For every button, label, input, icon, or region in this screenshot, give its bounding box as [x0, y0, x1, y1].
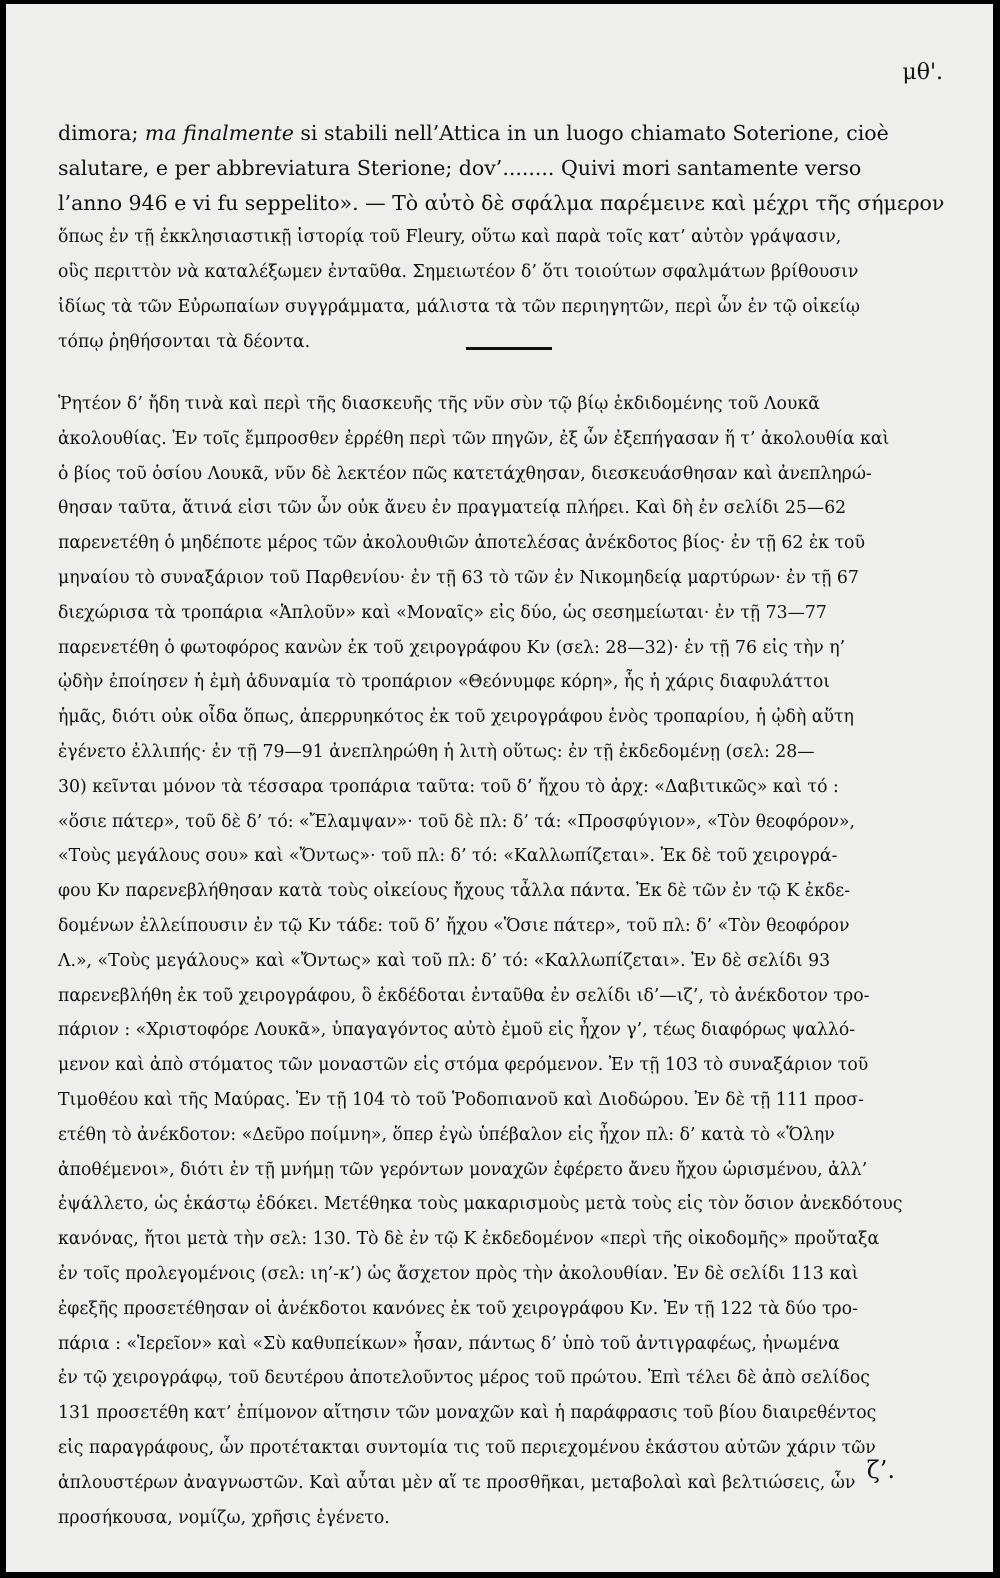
- text-line: ἰδίως τὰ τῶν Εὐρωπαίων συγγράμματα, μάλιστα τὰ τῶν περιηγητῶν, περὶ ὧν ἐν τῷ οἰκείῳ: [58, 296, 860, 317]
- text-span: dimora;: [58, 121, 145, 145]
- italic-text: ma finalmente: [144, 121, 294, 145]
- text-span: si stabili nell’Attica in un luogo chiamato Soterione, cioè: [293, 121, 889, 145]
- text-line: ὅπως ἐν τῇ ἐκκλησιαστικῇ ἱστορίᾳ τοῦ Fleury, οὕτω καὶ παρὰ τοῖς κατ’ αὐτὸν γράψασιν,: [58, 227, 842, 248]
- text-line: ἐφεξῆς προσετέθησαν οἱ ἀνέκδοτοι κανόνες ἐκ τοῦ χειρογράφου Κν. Ἐν τῇ 122 τὰ δύο τρο-: [58, 1298, 858, 1319]
- text-line: [58, 116, 958, 151]
- text-line: Ῥητέον δ’ ἤδη τινὰ καὶ περὶ τῆς διασκευῆς τῆς νῦν σὺν τῷ βίῳ ἐκδιδομένης τοῦ Λουκᾶ: [58, 394, 820, 414]
- paragraph-main: [58, 387, 958, 1535]
- text-line: 30) κεῖνται μόνον τὰ τέσσαρα τροπάρια ταῦτα: τοῦ δ’ ἤχου τὸ ἀρχ: «Δαβιτικῶς» καὶ τό :: [58, 776, 839, 797]
- text-line: εἰς παραγράφους, ὧν προτέτακται συντομία τις τοῦ περιεχομένου ἑκάστου αὐτῶν χάριν τῶν: [58, 1437, 876, 1458]
- section-divider: [466, 347, 552, 350]
- text-line: τόπῳ ῥηθήσονται τὰ δέοντα.: [58, 331, 311, 352]
- text-line: ἐν τοῖς προλεγομένοις (σελ: ιη’-κ’) ὡς ἄσχετον πρὸς τὴν ἀκολουθίαν. Ἐν δὲ σελίδι 113 καὶ: [58, 1263, 859, 1284]
- text-line: «ὅσιε πάτερ», τοῦ δὲ δ’ τό: «Ἔλαμψαν»· τοῦ δὲ πλ: δ’ τά: «Προσφύγιον», «Τὸν θεοφόρον»,: [58, 811, 855, 832]
- text-line: οὓς περιττὸν νὰ καταλέξωμεν ἐνταῦθα. Σημειωτέον δ’ ὅτι τοιούτων σφαλμάτων βρίθουσιν: [58, 262, 859, 283]
- paragraph-continuation: [58, 116, 958, 360]
- text-line: ετέθη τὸ ἀνέκδοτον: «Δεῦρο ποίμνη», ὅπερ ἐγὼ ὑπέβαλον εἰς ἦχον πλ: δ’ κατὰ τὸ «Ὅλην: [58, 1124, 835, 1145]
- text-line: παρενετέθη ὁ φωτοφόρος κανὼν ἐκ τοῦ χειρογράφου Κν (σελ: 28—32)· ἐν τῇ 76 εἰς τὴν η’: [58, 637, 846, 658]
- text-line: πάρια : «Ἱερεῖον» καὶ «Σὺ καθυπείκων» ἦσαν, πάντως δ’ ὑπὸ τοῦ ἀντιγραφέως, ἡνωμένα: [58, 1333, 840, 1354]
- text-line: Τιμοθέου καὶ τῆς Μαύρας. Ἐν τῇ 104 τὸ τοῦ Ῥοδοπιανοῦ καὶ Διοδώρου. Ἐν δὲ τῇ 111 προσ-: [58, 1089, 864, 1110]
- text-line: ἀκολουθίας. Ἐν τοῖς ἔμπροσθεν ἐρρέθη περὶ τῶν πηγῶν, ἐξ ὧν ἐξεπήγασαν ἥ τ’ ἀκολουθία καὶ: [58, 428, 890, 449]
- text-line: μενον καὶ ἀπὸ στόματος τῶν μοναστῶν εἰς στόμα φερόμενον. Ἐν τῇ 103 τὸ συναξάριον τοῦ: [58, 1055, 869, 1076]
- text-line: πάριον : «Χριστοφόρε Λουκᾶ», ὑπαγαγόντος αὐτὸ ἐμοῦ εἰς ἦχον γ’, τέως διαφόρως ψαλλό-: [58, 1020, 856, 1041]
- text-line: ἐν τῷ χειρογράφῳ, τοῦ δευτέρου ἀποτελοῦντος μέρος τοῦ πρώτου. Ἐπὶ τέλει δὲ ἀπὸ σελίδος: [58, 1368, 870, 1389]
- text-line: διεχώρισα τὰ τροπάρια «Ἁπλοῦν» καὶ «Μοναῖς» εἰς δύο, ὡς σεσημείωται· ἐν τῇ 73—77: [58, 602, 827, 623]
- text-line: l’anno 946 e vi fu seppelito». — Τὸ αὐτὸ δὲ σφάλμα παρέμεινε καὶ μέχρι τῆς σήμερον: [58, 190, 945, 215]
- text-line: ἡμᾶς, διότι οὐκ οἶδα ὅπως, ἀπερρυηκότος ἐκ τοῦ χειρογράφου ἑνὸς τροπαρίου, ἡ ᾠδὴ αὕτη: [58, 707, 854, 728]
- text-line: θησαν ταῦτα, ἅτινά εἰσι τῶν ὧν οὐκ ἄνευ ἐν πραγματείᾳ πλήρει. Καὶ δὴ ἐν σελίδι 25—62: [58, 498, 847, 519]
- text-line: salutare, e per abbreviatura Sterione; dov’........ Quivi mori santamente verso: [58, 155, 862, 180]
- text-line: «Τοὺς μεγάλους σου» καὶ «Ὄντως»· τοῦ πλ: δ’ τό: «Καλλωπίζεται». Ἐκ δὲ τοῦ χειρογρά-: [58, 846, 838, 867]
- text-line: παρενεβλήθη ἐκ τοῦ χειρογράφου, ὃ ἐκδέδοται ἐνταῦθα ἐν σελίδι ιδ’—ιζ’, τὸ ἀνέκδοτον τρο-: [58, 985, 870, 1006]
- text-line: 131 προσετέθη κατ’ ἐπίμονον αἴτησιν τῶν μοναχῶν καὶ ἡ παράφρασις τοῦ βίου διαιρεθέντος: [58, 1403, 877, 1424]
- text-line: ἐψάλλετο, ὡς ἑκάστῳ ἐδόκει. Μετέθηκα τοὺς μακαρισμοὺς μετὰ τοὺς εἰς τὸν ὅσιον ἀνεκδότους: [58, 1194, 903, 1215]
- page-number: μθ'.: [902, 60, 943, 85]
- text-line: Λ.», «Τοὺς μεγάλους» καὶ «Ὄντως» καὶ τοῦ πλ: δ’ τό: «Καλλωπίζεται». Ἐν δὲ σελίδι 93: [58, 950, 831, 971]
- signature-mark: ζ’.: [866, 1456, 895, 1484]
- text-line: δομένων ἐλλείπουσιν ἐν τῷ Κν τάδε: τοῦ δ’ ἤχου «Ὅσιε πάτερ», τοῦ πλ: δ’ «Τὸν θεοφόρον: [58, 915, 850, 936]
- text-line: παρενετέθη ὁ μηδέποτε μέρος τῶν ἀκολουθιῶν ἀποτελέσας ἀνέκδοτος βίος· ἐν τῇ 62 ἐκ τοῦ: [58, 533, 865, 554]
- text-line: μηναίου τὸ συναξάριον τοῦ Παρθενίου· ἐν τῇ 63 τὸ τῶν ἐν Νικομηδείᾳ μαρτύρων· ἐν τῇ 67: [58, 567, 859, 588]
- text-line: προσήκουσα, νομίζω, χρῆσις ἐγένετο.: [58, 1507, 390, 1528]
- text-line: φου Κν παρενεβλήθησαν κατὰ τοὺς οἰκείους ἤχους τἆλλα πάντα. Ἐκ δὲ τῶν ἐν τῷ Κ ἐκδε-: [58, 881, 851, 902]
- text-line: ἐγένετο ἐλλιπής· ἐν τῇ 79—91 ἀνεπληρώθη ἡ λιτὴ οὕτως: ἐν τῇ ἐκδεδομένῃ (σελ: 28—: [58, 741, 815, 762]
- text-line: ἀποθέμενοι», διότι ἐν τῇ μνήμῃ τῶν γερόντων μοναχῶν ἐφέρετο ἄνευ ἤχου ὡρισμένου, ἀλλ’: [58, 1159, 868, 1180]
- text-line: ὁ βίος τοῦ ὁσίου Λουκᾶ, νῦν δὲ λεκτέον πῶς κατετάχθησαν, διεσκευάσθησαν καὶ ἀνεπληρώ-: [58, 463, 872, 484]
- text-line: ἁπλουστέρων ἀναγνωστῶν. Καὶ αὗται μὲν αἵ τε προσθῆκαι, μεταβολαὶ καὶ βελτιώσεις, ὧν: [58, 1472, 856, 1493]
- book-page: [6, 4, 993, 1572]
- text-line: ᾠδὴν ἐποίησεν ἡ ἐμὴ ἀδυναμία τὸ τροπάριον «Θεόνυμφε κόρη», ἧς ἡ χάρις διαφυλάττοι: [58, 672, 830, 693]
- text-line: κανόνας, ἤτοι μετὰ τὴν σελ: 130. Τὸ δὲ ἐν τῷ Κ ἐκδεδομένον «περὶ τῆς οἰκοδομῆς» προὔταξα: [58, 1229, 880, 1250]
